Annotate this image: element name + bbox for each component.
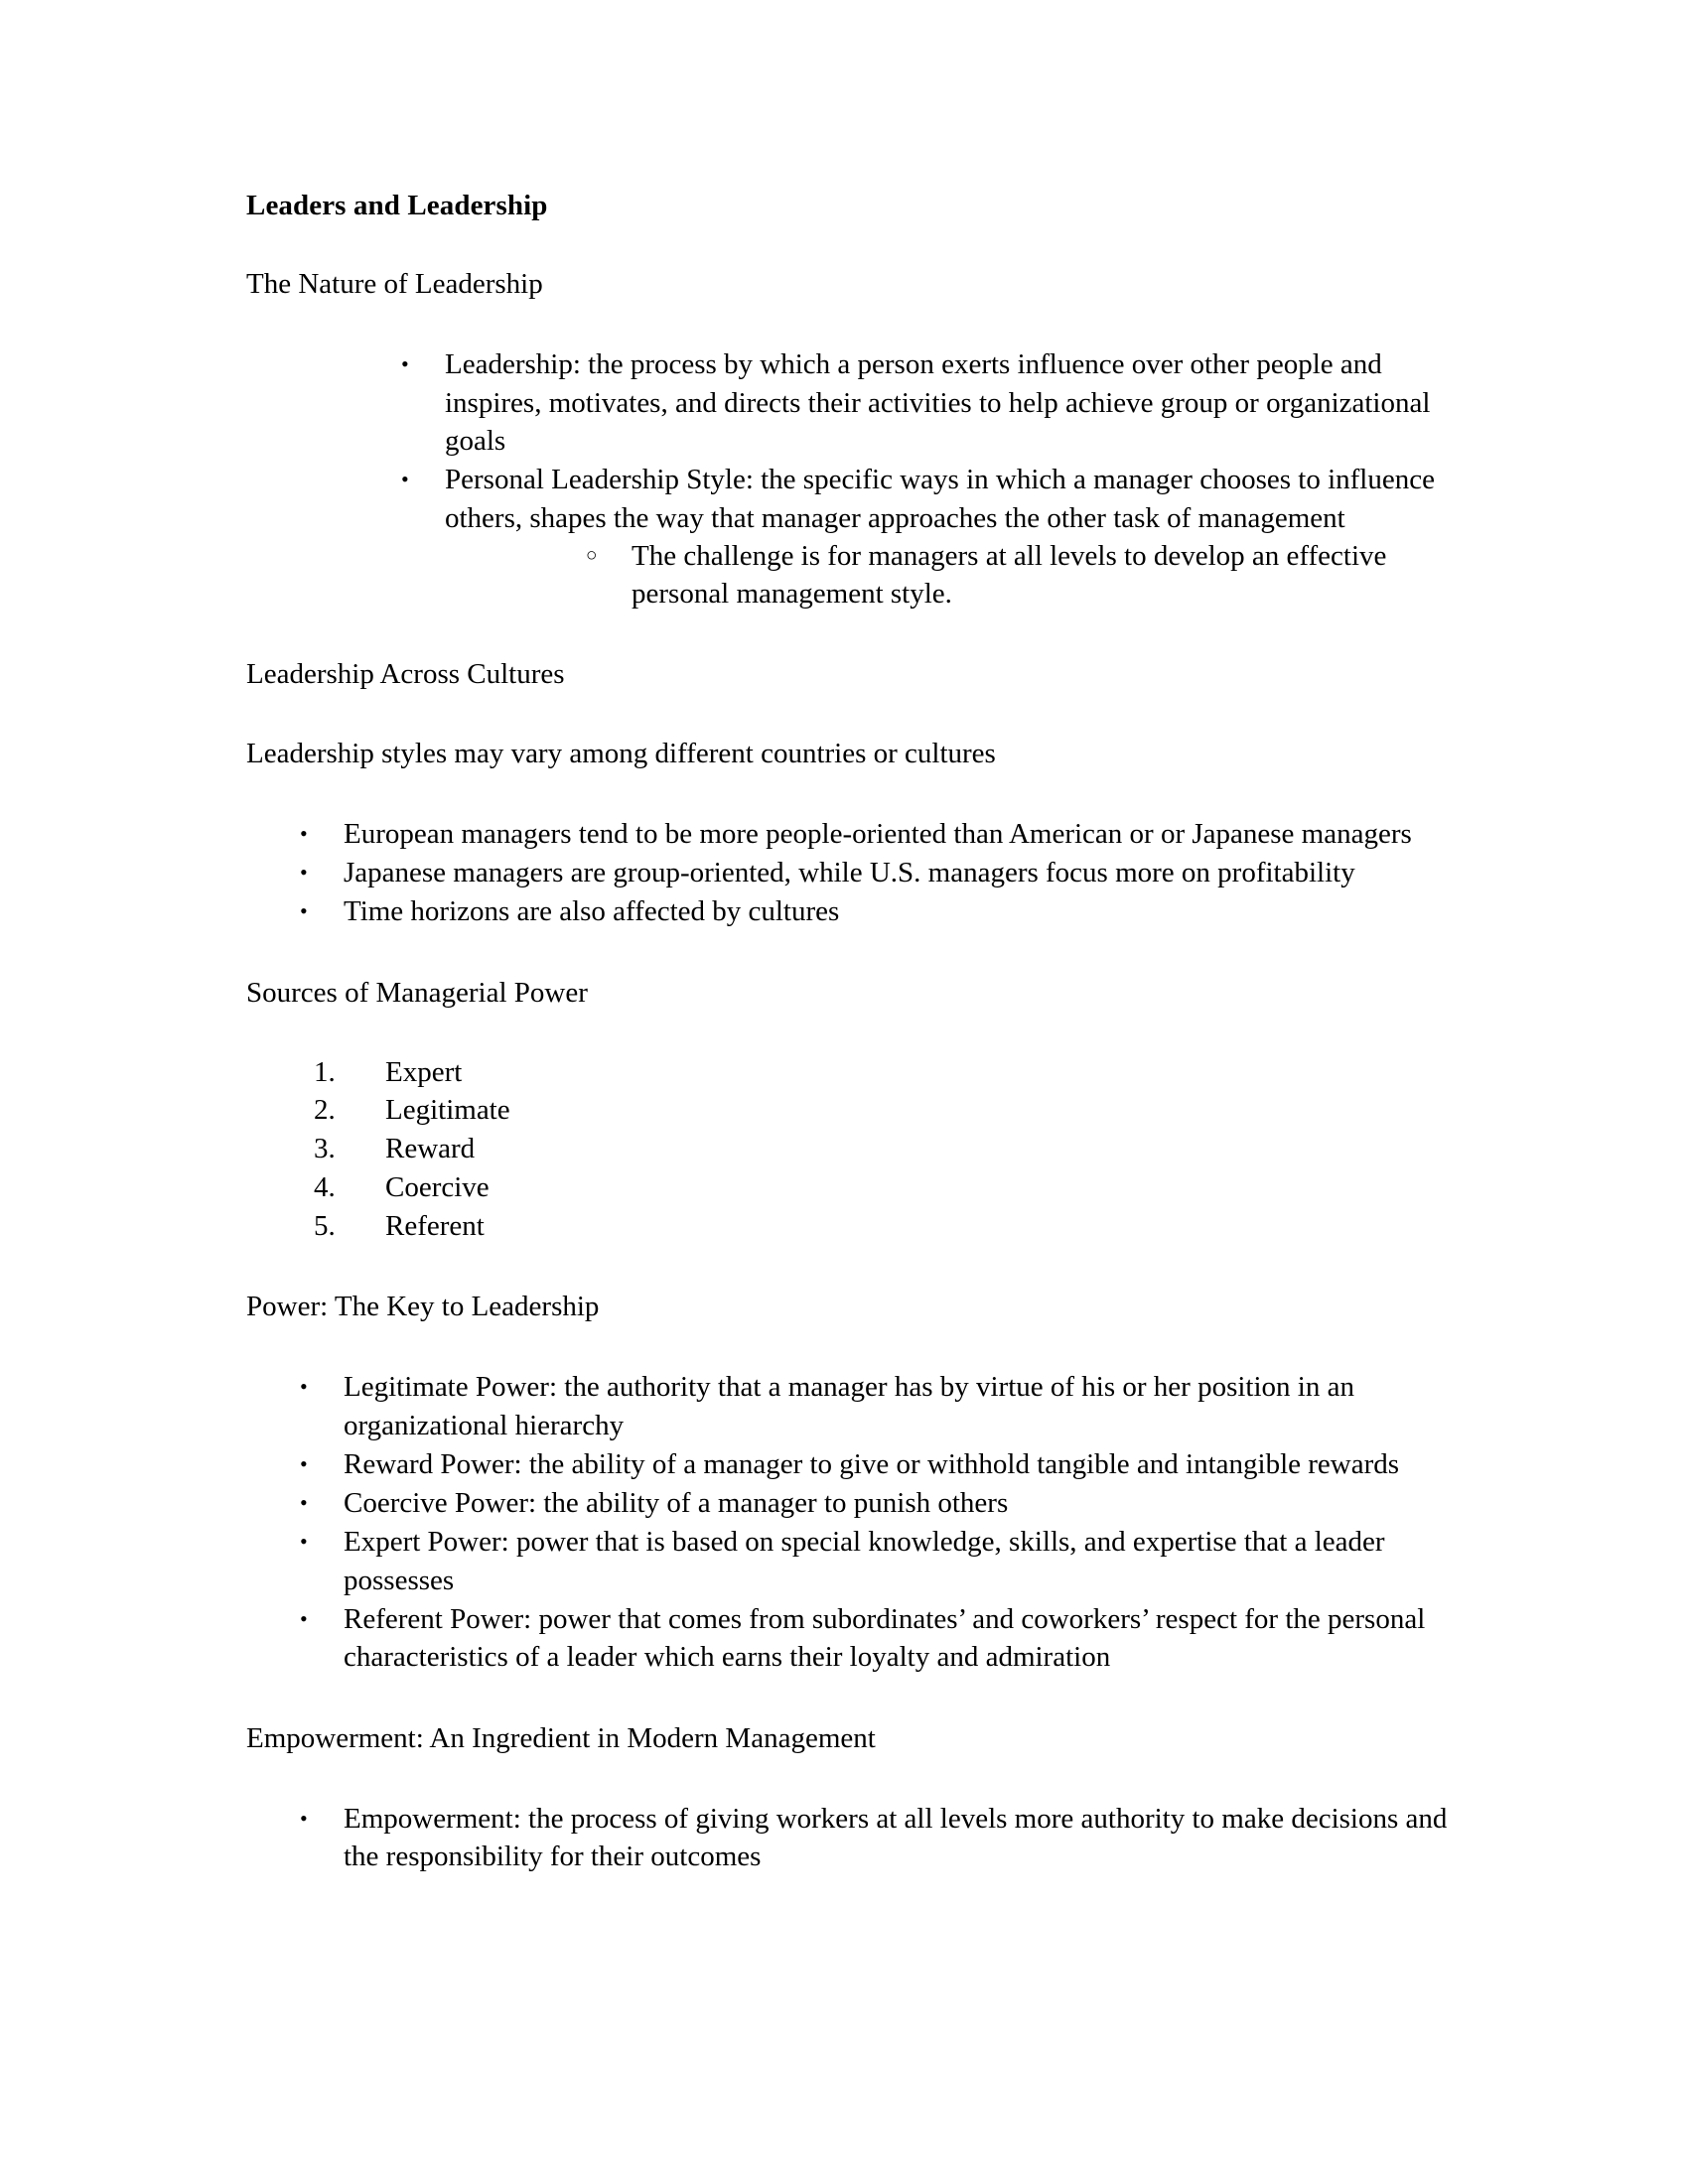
section-heading-leadership-across-cultures: Leadership Across Cultures xyxy=(246,658,565,691)
list-item xyxy=(365,345,1460,460)
list-item-text: Empowerment: the process of giving workers at all levels more authority to make decisions and the responsibility for their outcomes xyxy=(344,1802,1448,1873)
section-heading-empowerment: Empowerment: An Ingredient in Modern Management xyxy=(246,1721,876,1754)
bullet-icon: • xyxy=(401,467,409,492)
list-item-text: Legitimate Power: the authority that a manager has by virtue of his or her position in an organizational hierarchy xyxy=(344,1371,1354,1441)
list-number: 1. xyxy=(314,1055,336,1088)
list-item-text: Referent xyxy=(385,1209,485,1242)
bullet-icon: • xyxy=(300,1805,308,1831)
bullet-icon: • xyxy=(300,820,308,846)
list-item xyxy=(264,1445,1460,1483)
bullet-list-power-key-to-leadership xyxy=(246,1368,1460,1676)
list-item xyxy=(314,1131,1460,1168)
sub-bullet-list-nature-of-leadership xyxy=(445,537,1460,614)
list-item xyxy=(264,1523,1460,1599)
section-heading-sources-of-managerial-power: Sources of Managerial Power xyxy=(246,976,588,1009)
section-heading-power-key-to-leadership: Power: The Key to Leadership xyxy=(246,1291,600,1323)
list-item-text: Time horizons are also affected by cultures xyxy=(344,895,840,928)
sub-list-item xyxy=(556,537,1460,614)
bullet-icon: • xyxy=(300,1606,308,1631)
hollow-bullet-icon: ○ xyxy=(586,544,598,566)
list-number: 2. xyxy=(314,1094,336,1127)
list-item xyxy=(264,1368,1460,1444)
bullet-icon: • xyxy=(300,1374,308,1400)
list-item-text: Expert Power: power that is based on special knowledge, skills, and expertise that a leader possesses xyxy=(344,1526,1385,1596)
bullet-icon: • xyxy=(300,1490,308,1516)
list-item xyxy=(365,461,1460,613)
list-item xyxy=(314,1208,1460,1246)
list-item xyxy=(314,1092,1460,1130)
list-item-text: European managers tend to be more people-oriented than American or or Japanese managers xyxy=(344,817,1412,850)
list-item-text: Reward Power: the ability of a manager to give or withhold tangible and intangible rewards xyxy=(344,1447,1400,1480)
bullet-icon: • xyxy=(401,351,409,377)
list-item-text: Personal Leadership Style: the specific ways in which a manager chooses to influence others, shapes the way that manager approaches the other task of management xyxy=(445,464,1435,534)
list-item xyxy=(264,1600,1460,1677)
list-item-text: Japanese managers are group-oriented, while U.S. managers focus more on profitability xyxy=(344,857,1355,888)
bullet-list-leadership-across-cultures xyxy=(246,815,1460,931)
list-item-text: Reward xyxy=(385,1133,476,1165)
bullet-icon: • xyxy=(300,860,308,885)
bullet-list-empowerment xyxy=(246,1800,1460,1876)
list-item-text: Coercive xyxy=(385,1170,490,1203)
list-item-text: Leadership: the process by which a person exerts influence over other people and inspires, motivates, and directs their activities to help achieve group or organizational goals xyxy=(445,348,1431,457)
list-item-text: Referent Power: power that comes from subordinates’ and coworkers’ respect for the personal characteristics of a leader which earns their loyalty and admiration xyxy=(344,1603,1426,1674)
list-item-text: Legitimate xyxy=(385,1094,510,1127)
sub-list-item-text: The challenge is for managers at all levels to develop an effective personal management style. xyxy=(632,539,1387,611)
list-item-text: Expert xyxy=(385,1055,463,1088)
numbered-list-sources-of-managerial-power xyxy=(246,1054,1460,1245)
list-item xyxy=(264,815,1460,853)
list-item xyxy=(264,1484,1460,1522)
bullet-icon: • xyxy=(300,1450,308,1476)
list-number: 5. xyxy=(314,1209,336,1242)
list-item-text: Coercive Power: the ability of a manager to punish others xyxy=(344,1487,1009,1520)
bullet-icon: • xyxy=(300,898,308,924)
bullet-icon: • xyxy=(300,1529,308,1555)
page-title: Leaders and Leadership xyxy=(246,190,548,221)
paragraph-leadership-styles-vary: Leadership styles may vary among different countries or cultures xyxy=(246,737,996,769)
section-heading-nature-of-leadership: The Nature of Leadership xyxy=(246,268,543,301)
list-number: 3. xyxy=(314,1133,336,1165)
list-item xyxy=(264,1800,1460,1876)
list-item xyxy=(314,1054,1460,1092)
list-item xyxy=(264,892,1460,930)
list-item xyxy=(264,854,1460,891)
list-number: 4. xyxy=(314,1170,336,1203)
bullet-list-nature-of-leadership xyxy=(246,345,1460,613)
list-item xyxy=(314,1169,1460,1207)
